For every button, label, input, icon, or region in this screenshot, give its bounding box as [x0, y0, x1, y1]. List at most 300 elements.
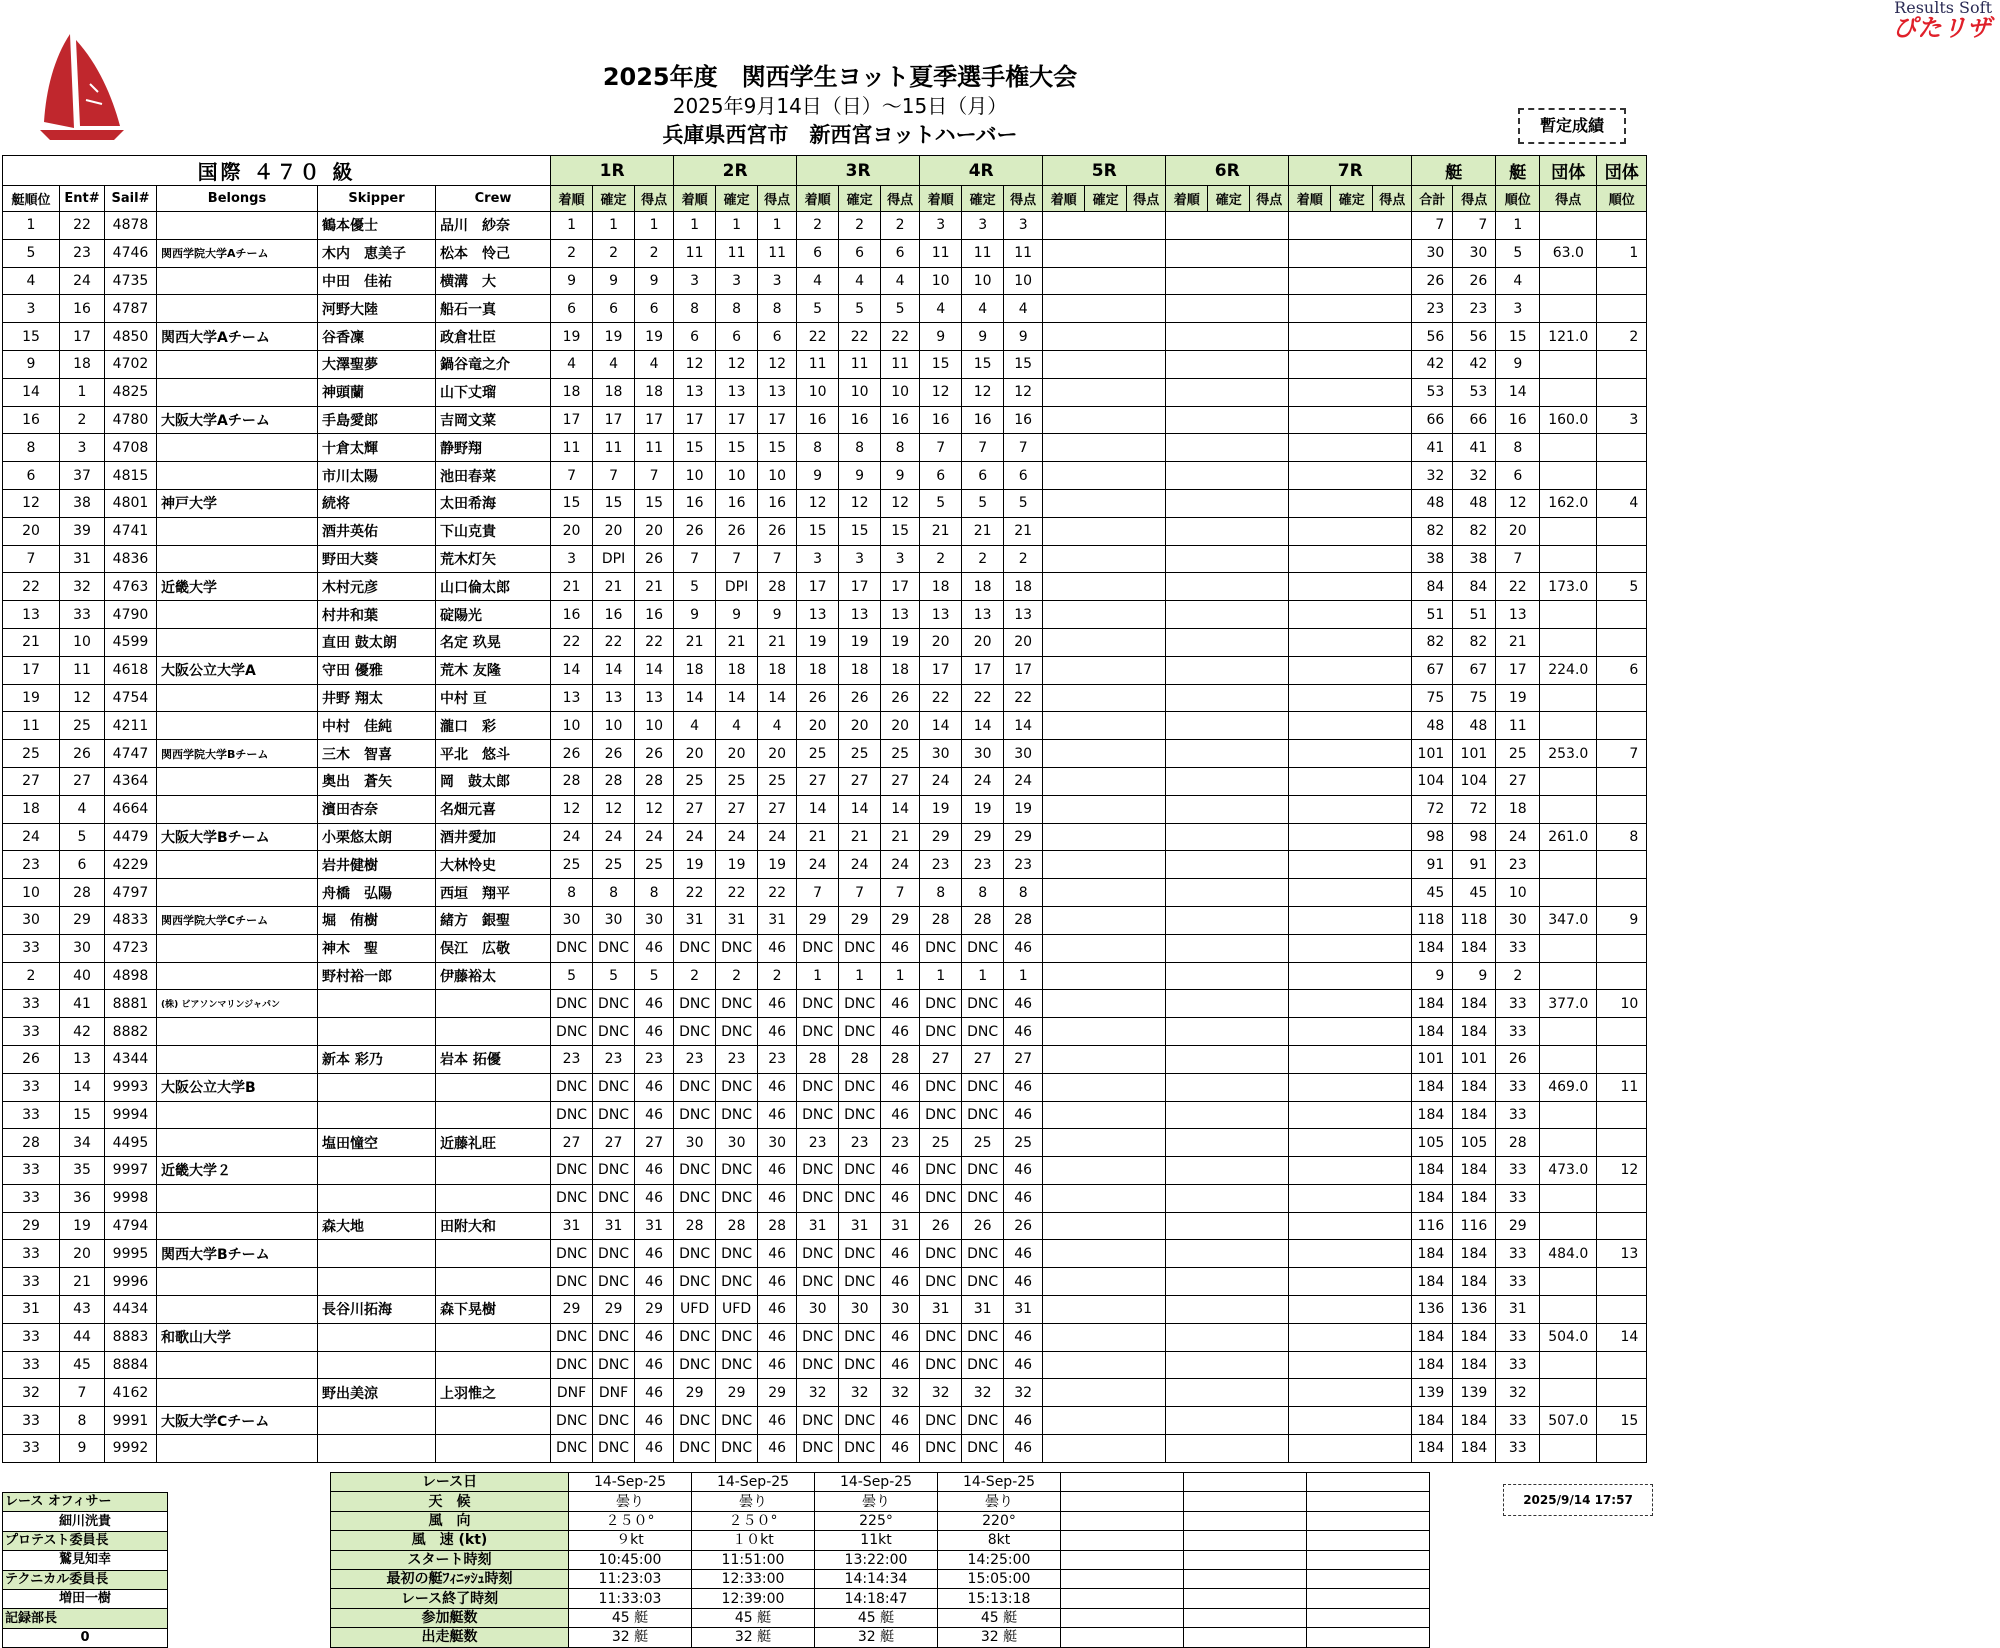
- race6-empty-cell: [1250, 1045, 1289, 1073]
- total-cell: 84: [1412, 573, 1453, 601]
- boat-rank-cell: 1: [1496, 212, 1540, 240]
- race-info-empty: [1307, 1550, 1430, 1569]
- race6-empty-cell: [1208, 656, 1250, 684]
- race6-empty-cell: [1208, 1240, 1250, 1268]
- race5-empty-cell: [1127, 1435, 1166, 1463]
- ent-cell: 3: [60, 434, 105, 462]
- race5-empty-cell: [1085, 1212, 1127, 1240]
- race6-empty-cell: [1208, 628, 1250, 656]
- race7-empty-cell: [1373, 517, 1412, 545]
- skipper-cell: [318, 1240, 436, 1268]
- sail-cell: 9991: [105, 1407, 157, 1435]
- race3-confirmed-cell: DNC: [839, 1351, 881, 1379]
- skipper-cell: 長谷川拓海: [318, 1296, 436, 1324]
- skipper-cell: [318, 1157, 436, 1185]
- race2-finish-cell: 4: [674, 712, 716, 740]
- race5-empty-cell: [1127, 1212, 1166, 1240]
- race6-empty-cell: [1208, 212, 1250, 240]
- race2-points-cell: 21: [758, 628, 797, 656]
- ent-cell: 12: [60, 684, 105, 712]
- race7-empty-cell: [1373, 489, 1412, 517]
- table-row: [3, 684, 1647, 712]
- race2-finish-cell: 11: [674, 239, 716, 267]
- officer-label-row: [3, 1609, 168, 1628]
- race4-points-cell: 3: [1004, 212, 1043, 240]
- skipper-cell: 木内 恵美子: [318, 239, 436, 267]
- skipper-cell: 市川太陽: [318, 462, 436, 490]
- race7-empty-cell: [1289, 434, 1331, 462]
- race5-empty-cell: [1127, 684, 1166, 712]
- race-info-value: 8kt: [938, 1531, 1061, 1550]
- team-rank-cell: [1597, 1045, 1647, 1073]
- race5-empty-cell: [1085, 601, 1127, 629]
- race-header-6: 6R: [1166, 156, 1289, 186]
- sail-cell: 4229: [105, 851, 157, 879]
- race6-empty-cell: [1250, 1240, 1289, 1268]
- race7-empty-cell: [1289, 1101, 1331, 1129]
- race3-finish-cell: DNC: [797, 1073, 839, 1101]
- race2-confirmed-cell: 19: [716, 851, 758, 879]
- crew-cell: 岩本 拓優: [436, 1045, 551, 1073]
- race3-finish-cell: 28: [797, 1045, 839, 1073]
- race1-confirmed-cell: DNC: [593, 1407, 635, 1435]
- race4-finish-cell: 2: [920, 545, 962, 573]
- ent-cell: 9: [60, 1435, 105, 1463]
- race2-confirmed-cell: DNC: [716, 1101, 758, 1129]
- race2-confirmed-cell: 21: [716, 628, 758, 656]
- race-info-empty: [1061, 1589, 1184, 1608]
- sail-cell: 8881: [105, 990, 157, 1018]
- race2-confirmed-cell: 27: [716, 795, 758, 823]
- ent-cell: 18: [60, 350, 105, 378]
- race2-finish-cell: 21: [674, 628, 716, 656]
- race5-empty-cell: [1043, 934, 1085, 962]
- table-row: [3, 1184, 1647, 1212]
- race3-points-cell: 25: [881, 740, 920, 768]
- score-cell: 184: [1453, 934, 1496, 962]
- race2-finish-cell: DNC: [674, 1351, 716, 1379]
- table-row: [3, 489, 1647, 517]
- race2-finish-cell: DNC: [674, 1101, 716, 1129]
- race6-empty-cell: [1166, 1268, 1208, 1296]
- race7-empty-cell: [1373, 1323, 1412, 1351]
- race5-empty-cell: [1043, 1323, 1085, 1351]
- race2-confirmed-cell: DNC: [716, 990, 758, 1018]
- total-cell: 184: [1412, 1240, 1453, 1268]
- race6-empty-cell: [1166, 712, 1208, 740]
- race4-confirmed-cell: 7: [962, 434, 1004, 462]
- table-row: [3, 1240, 1647, 1268]
- race2-finish-cell: 24: [674, 823, 716, 851]
- team-rank-cell: [1597, 1351, 1647, 1379]
- race2-finish-cell: 5: [674, 573, 716, 601]
- race7-empty-cell: [1331, 1045, 1373, 1073]
- sail-cell: 4618: [105, 656, 157, 684]
- race5-empty-cell: [1127, 1379, 1166, 1407]
- race3-confirmed-cell: 5: [839, 295, 881, 323]
- race6-empty-cell: [1166, 767, 1208, 795]
- col-sail-header: Sail#: [105, 186, 157, 212]
- race2-confirmed-cell: 22: [716, 879, 758, 907]
- race4-confirmed-cell: 24: [962, 767, 1004, 795]
- ent-cell: 16: [60, 295, 105, 323]
- table-row: [3, 573, 1647, 601]
- race1-finish-cell: 26: [551, 740, 593, 768]
- race7-empty-cell: [1373, 740, 1412, 768]
- race5-empty-cell: [1043, 350, 1085, 378]
- race7-empty-cell: [1373, 851, 1412, 879]
- race2-points-cell: 46: [758, 1435, 797, 1463]
- race1-confirmed-cell: 17: [593, 406, 635, 434]
- total-cell: 101: [1412, 740, 1453, 768]
- boat-rank-cell: 33: [1496, 1240, 1540, 1268]
- total-cell: 184: [1412, 1268, 1453, 1296]
- race7-empty-cell: [1373, 1296, 1412, 1324]
- race3-confirmed-cell: DNC: [839, 1184, 881, 1212]
- boat-rank-cell: 15: [1496, 323, 1540, 351]
- race3-finish-cell: DNC: [797, 1101, 839, 1129]
- race1-points-cell: 23: [635, 1045, 674, 1073]
- race1-confirmed-cell: DNC: [593, 1018, 635, 1046]
- race4-confirmed-cell: 8: [962, 879, 1004, 907]
- race7-empty-cell: [1373, 879, 1412, 907]
- team-points-cell: [1540, 1184, 1597, 1212]
- race7-empty-cell: [1289, 1018, 1331, 1046]
- race1-confirmed-cell: 12: [593, 795, 635, 823]
- race2-finish-cell: 10: [674, 462, 716, 490]
- race4-confirmed-cell: DNC: [962, 1268, 1004, 1296]
- crew-cell: 大林怜史: [436, 851, 551, 879]
- race2-finish-cell: 12: [674, 350, 716, 378]
- race3-points-header: 得点: [881, 186, 920, 212]
- sail-cell: 4825: [105, 378, 157, 406]
- belongs-cell: [157, 212, 318, 240]
- race2-points-cell: 19: [758, 851, 797, 879]
- race6-empty-cell: [1166, 323, 1208, 351]
- race4-points-cell: 46: [1004, 1157, 1043, 1185]
- race5-empty-cell: [1127, 740, 1166, 768]
- officer-name: 増田一樹: [3, 1589, 168, 1608]
- race1-confirmed-cell: 29: [593, 1296, 635, 1324]
- race3-confirmed-cell: 4: [839, 267, 881, 295]
- race3-points-cell: 46: [881, 1018, 920, 1046]
- race2-finish-cell: 26: [674, 517, 716, 545]
- race-info-value: ９kt: [569, 1531, 692, 1550]
- race2-points-cell: 31: [758, 906, 797, 934]
- race6-empty-cell: [1166, 1323, 1208, 1351]
- race4-points-cell: 7: [1004, 434, 1043, 462]
- race1-finish-cell: 31: [551, 1212, 593, 1240]
- race7-empty-cell: [1331, 406, 1373, 434]
- boat-rank-cell: 3: [1496, 295, 1540, 323]
- race5-empty-cell: [1085, 934, 1127, 962]
- race4-confirmed-cell: 2: [962, 545, 1004, 573]
- race-info-empty: [1307, 1589, 1430, 1608]
- officer-label-row: [3, 1570, 168, 1589]
- race3-points-cell: 46: [881, 1101, 920, 1129]
- race4-points-cell: 46: [1004, 1101, 1043, 1129]
- belongs-cell: 大阪公立大学B: [157, 1073, 318, 1101]
- race1-finish-cell: 22: [551, 628, 593, 656]
- race5-empty-cell: [1085, 545, 1127, 573]
- score-cell: 184: [1453, 1073, 1496, 1101]
- race2-confirmed-cell: 12: [716, 350, 758, 378]
- race2-points-cell: 46: [758, 1018, 797, 1046]
- race6-empty-cell: [1208, 1018, 1250, 1046]
- race2-points-cell: 4: [758, 712, 797, 740]
- team-rank-cell: [1597, 350, 1647, 378]
- sail-cell: 4833: [105, 906, 157, 934]
- race4-finish-cell: 1: [920, 962, 962, 990]
- boat-rank-cell: 17: [1496, 656, 1540, 684]
- race3-finish-cell: 18: [797, 656, 839, 684]
- race7-empty-cell: [1331, 323, 1373, 351]
- race1-points-cell: 46: [635, 1323, 674, 1351]
- race5-empty-cell: [1127, 1018, 1166, 1046]
- race3-points-cell: 4: [881, 267, 920, 295]
- team-points-cell: [1540, 1101, 1597, 1129]
- total-cell: 42: [1412, 350, 1453, 378]
- race6-empty-cell: [1250, 239, 1289, 267]
- race1-points-cell: 6: [635, 295, 674, 323]
- race5-empty-cell: [1043, 517, 1085, 545]
- race4-confirmed-cell: DNC: [962, 990, 1004, 1018]
- race1-confirmed-cell: 18: [593, 378, 635, 406]
- race7-empty-cell: [1331, 1323, 1373, 1351]
- crew-cell: 山口倫太郎: [436, 573, 551, 601]
- race4-confirmed-cell: DNC: [962, 1018, 1004, 1046]
- race3-finish-cell: 7: [797, 879, 839, 907]
- race7-empty-cell: [1331, 1379, 1373, 1407]
- race6-empty-cell: [1166, 879, 1208, 907]
- skipper-cell: [318, 1268, 436, 1296]
- race5-empty-cell: [1085, 267, 1127, 295]
- boat-rank-cell: 14: [1496, 378, 1540, 406]
- sail-cell: 4780: [105, 406, 157, 434]
- race-info-value: 14:18:47: [815, 1589, 938, 1608]
- race1-finish-cell: DNC: [551, 1323, 593, 1351]
- race6-empty-cell: [1166, 990, 1208, 1018]
- race4-points-cell: 8: [1004, 879, 1043, 907]
- race3-finish-cell: 13: [797, 601, 839, 629]
- total-cell: 184: [1412, 1073, 1453, 1101]
- race1-confirmed-cell: DNC: [593, 1240, 635, 1268]
- race7-empty-cell: [1373, 267, 1412, 295]
- score-cell: 30: [1453, 239, 1496, 267]
- race2-points-cell: 30: [758, 1129, 797, 1157]
- race2-finish-cell: DNC: [674, 1184, 716, 1212]
- race5-empty-cell: [1085, 1157, 1127, 1185]
- race5-empty-cell: [1085, 628, 1127, 656]
- crew-cell: 品川 紗奈: [436, 212, 551, 240]
- race-info-row: [331, 1628, 1430, 1647]
- table-row: [3, 823, 1647, 851]
- race3-points-cell: 46: [881, 1435, 920, 1463]
- ent-cell: 2: [60, 406, 105, 434]
- sail-cell: 4364: [105, 767, 157, 795]
- race3-confirmed-cell: 19: [839, 628, 881, 656]
- race6-empty-cell: [1208, 378, 1250, 406]
- race6-empty-cell: [1166, 1045, 1208, 1073]
- skipper-cell: [318, 1101, 436, 1129]
- team-rank-cell: 5: [1597, 573, 1647, 601]
- team-points-cell: [1540, 1379, 1597, 1407]
- race7-empty-cell: [1331, 851, 1373, 879]
- team-points-cell: [1540, 1129, 1597, 1157]
- race3-points-cell: 30: [881, 1296, 920, 1324]
- race6-empty-cell: [1166, 656, 1208, 684]
- race5-empty-cell: [1127, 545, 1166, 573]
- total-cell: 38: [1412, 545, 1453, 573]
- race6-empty-cell: [1250, 1296, 1289, 1324]
- race1-points-cell: 46: [635, 1184, 674, 1212]
- race6-empty-cell: [1250, 740, 1289, 768]
- race6-empty-cell: [1166, 545, 1208, 573]
- race-info-value: 45 艇: [815, 1608, 938, 1627]
- race2-confirmed-cell: 20: [716, 740, 758, 768]
- rank-cell: 33: [3, 1157, 60, 1185]
- team-points-cell: [1540, 1212, 1597, 1240]
- crew-cell: 岡 鼓太郎: [436, 767, 551, 795]
- race7-empty-cell: [1331, 462, 1373, 490]
- race5-empty-cell: [1043, 962, 1085, 990]
- belongs-cell: [157, 1379, 318, 1407]
- team-rank-cell: 3: [1597, 406, 1647, 434]
- race7-empty-cell: [1289, 656, 1331, 684]
- boat-total-header: 艇: [1412, 156, 1496, 186]
- race3-confirmed-cell: 3: [839, 545, 881, 573]
- race1-finish-cell: 30: [551, 906, 593, 934]
- race4-finish-cell: DNC: [920, 1435, 962, 1463]
- race3-finish-cell: 9: [797, 462, 839, 490]
- race6-empty-cell: [1250, 267, 1289, 295]
- race5-empty-cell: [1043, 573, 1085, 601]
- table-row: [3, 1045, 1647, 1073]
- score-cell: 23: [1453, 295, 1496, 323]
- boat-rank-cell: 5: [1496, 239, 1540, 267]
- race1-confirmed-cell: 16: [593, 601, 635, 629]
- team-rank-cell: 6: [1597, 656, 1647, 684]
- belongs-cell: 和歌山大学: [157, 1323, 318, 1351]
- race2-finish-cell: DNC: [674, 934, 716, 962]
- race7-empty-cell: [1373, 990, 1412, 1018]
- rank-cell: 32: [3, 1379, 60, 1407]
- race4-points-cell: 46: [1004, 1323, 1043, 1351]
- team-points-cell: 63.0: [1540, 239, 1597, 267]
- race-info-value: 14-Sep-25: [692, 1473, 815, 1492]
- team-rank-cell: 2: [1597, 323, 1647, 351]
- score-cell: 9: [1453, 962, 1496, 990]
- score-cell: 91: [1453, 851, 1496, 879]
- race3-finish-cell: 10: [797, 378, 839, 406]
- race7-empty-cell: [1373, 212, 1412, 240]
- race7-empty-cell: [1331, 1018, 1373, 1046]
- race6-empty-cell: [1166, 1407, 1208, 1435]
- race5-empty-cell: [1043, 295, 1085, 323]
- race6-empty-cell: [1250, 990, 1289, 1018]
- race-info-empty: [1184, 1608, 1307, 1627]
- race4-confirmed-cell: DNC: [962, 1407, 1004, 1435]
- crew-cell: 緒方 銀聖: [436, 906, 551, 934]
- team-rank-cell: [1597, 1379, 1647, 1407]
- race6-empty-cell: [1250, 767, 1289, 795]
- race7-empty-cell: [1289, 851, 1331, 879]
- race4-points-cell: 14: [1004, 712, 1043, 740]
- race6-empty-cell: [1250, 378, 1289, 406]
- race5-empty-cell: [1043, 823, 1085, 851]
- race1-points-cell: 24: [635, 823, 674, 851]
- total-cell: 51: [1412, 601, 1453, 629]
- table-row: [3, 1212, 1647, 1240]
- ent-cell: 5: [60, 823, 105, 851]
- race5-empty-cell: [1043, 545, 1085, 573]
- score-cell: 82: [1453, 628, 1496, 656]
- team-rank-cell: [1597, 851, 1647, 879]
- race7-empty-cell: [1331, 489, 1373, 517]
- ent-cell: 15: [60, 1101, 105, 1129]
- team-rank-cell: [1597, 879, 1647, 907]
- belongs-cell: [157, 462, 318, 490]
- race2-confirmed-cell: DNC: [716, 1407, 758, 1435]
- team-points-cell: [1540, 350, 1597, 378]
- race4-finish-cell: 20: [920, 628, 962, 656]
- ent-cell: 43: [60, 1296, 105, 1324]
- race7-empty-cell: [1289, 684, 1331, 712]
- race1-points-cell: 46: [635, 1157, 674, 1185]
- race5-empty-cell: [1043, 489, 1085, 517]
- race-info-value: 12:39:00: [692, 1589, 815, 1608]
- race4-points-cell: 46: [1004, 1435, 1043, 1463]
- race3-finish-cell: 21: [797, 823, 839, 851]
- total-cell: 72: [1412, 795, 1453, 823]
- table-row: [3, 212, 1647, 240]
- race5-empty-cell: [1043, 1184, 1085, 1212]
- boat-rank-cell: 23: [1496, 851, 1540, 879]
- score-cell: 184: [1453, 1101, 1496, 1129]
- race5-empty-cell: [1085, 212, 1127, 240]
- race1-finish-cell: 10: [551, 712, 593, 740]
- race7-empty-cell: [1289, 212, 1331, 240]
- race3-confirmed-cell: 21: [839, 823, 881, 851]
- team-rank-cell: [1597, 684, 1647, 712]
- ent-cell: 28: [60, 879, 105, 907]
- race6-empty-cell: [1166, 406, 1208, 434]
- skipper-cell: 三木 智喜: [318, 740, 436, 768]
- team-rank-cell: [1597, 378, 1647, 406]
- race4-confirmed-cell: 26: [962, 1212, 1004, 1240]
- sail-cell: 9995: [105, 1240, 157, 1268]
- race-info-value: 13:22:00: [815, 1550, 938, 1569]
- skipper-cell: 大澤聖夢: [318, 350, 436, 378]
- race4-finish-cell: 26: [920, 1212, 962, 1240]
- race5-empty-cell: [1085, 1351, 1127, 1379]
- race2-points-cell: 46: [758, 1323, 797, 1351]
- race4-points-cell: 20: [1004, 628, 1043, 656]
- belongs-cell: [157, 1212, 318, 1240]
- sail-cell: 4495: [105, 1129, 157, 1157]
- score-cell: 184: [1453, 1157, 1496, 1185]
- race2-points-cell: 46: [758, 1157, 797, 1185]
- race3-points-cell: 5: [881, 295, 920, 323]
- score-cell: 48: [1453, 712, 1496, 740]
- boat-rank-cell: 21: [1496, 628, 1540, 656]
- ent-cell: 45: [60, 1351, 105, 1379]
- team-rank-cell: [1597, 517, 1647, 545]
- race5-empty-cell: [1085, 1101, 1127, 1129]
- brand-logo: [1892, 0, 1992, 40]
- race4-finish-cell: 3: [920, 212, 962, 240]
- race5-empty-cell: [1127, 1296, 1166, 1324]
